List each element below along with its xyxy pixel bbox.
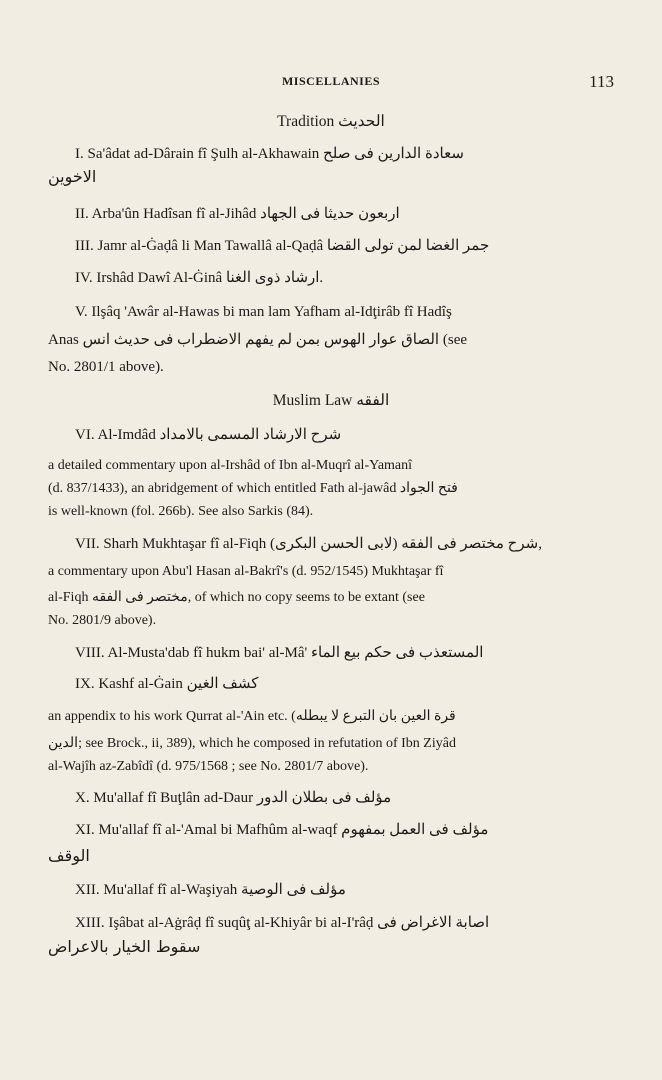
running-head-title: MISCELLANIES [281,74,381,88]
entry-ii: II. Arba'ûn Hadîsan fî al-Jihâd اربعون حديثا فى الجهاد [75,206,400,222]
entry-vii-line-4: No. 2801/9 above). [48,613,157,628]
entry-i-continuation: الاخوين [48,167,97,186]
entry-xi-continuation: الوقف [48,846,90,865]
page-number: 113 [589,72,614,91]
entry-v-line-2: Anas الصاق عوار الهوس بمن لم يفهم الاضطراب فى حديث انس (see [48,332,468,348]
entry-viii: VIII. Al-Musta'dab fî hukm bai' al-Mâ' المستعذب فى حكم بيع الماء [75,645,484,661]
entry-ix-line-2: an appendix to his work Qurrat al-'Ain etc. (قرة العين بان التبرع لا يبطله [48,709,456,724]
entry-ix-line-4: al-Wajîh az-Zabîdî (d. 975/1568 ; see No. 2801/7 above). [48,759,369,774]
entry-ix-line-3: الدين; see Brock., ii, 389), which he composed in refutation of Ibn Ziyâd [48,736,456,751]
entry-vii-line-3: al-Fiqh مختصر فى الفقه, of which no copy seems to be extant (see [48,590,425,605]
entry-v-line-3: No. 2801/1 above). [48,359,164,375]
running-head [48,72,614,92]
entry-xiii: XIII. Işâbat al-Aġrâḍ fî suqûţ al-Khiyâr bi al-I'râḍ اصابة الاغراض فى [75,915,490,931]
entry-ix: IX. Kashf al-Ġain كشف الغين [75,676,259,692]
entry-iv: IV. Irshâd Dawî Al-Ġinâ ارشاد ذوى الغنا. [75,270,324,286]
section-heading-muslim-law: Muslim Law الفقه [272,392,390,409]
entry-vi-line-3: (d. 837/1433), an abridgement of which entitled Fath al-jawâd فتح الجواد [48,481,458,496]
entry-v: V. Ilşâq 'Awâr al-Hawas bi man lam Yafham al-Idţirâb fî Hadîş [75,304,452,320]
entry-xiii-continuation: سقوط الخيار بالاعراض [48,937,201,956]
entry-xii: XII. Mu'allaf fî al-Waşiyah مؤلف فى الوصية [75,882,346,898]
section-heading-tradition: Tradition الحديث [277,113,385,130]
entry-vi-line-4: is well-known (fol. 266b). See also Sarkis (84). [48,504,314,519]
entry-xi: XI. Mu'allaf fî al-'Amal bi Mafhûm al-waqf مؤلف فى العمل بمفهوم [75,822,489,838]
entry-vii-line-2: a commentary upon Abu'l Hasan al-Bakrî's (d. 952/1545) Mukhtaşar fî [48,564,444,579]
entry-vi: VI. Al-Imdâd شرح الارشاد المسمى بالامداد [75,427,342,443]
entry-i: I. Sa'âdat ad-Dârain fî Şulh al-Akhawain سعادة الدارين فى صلح [75,146,464,162]
entry-vii: VII. Sharh Mukhtaşar fî al-Fiqh (لابى الحسن البكرى) شرح مختصر فى الفقه, [75,536,542,552]
entry-iii: III. Jamr al-Ġaḍâ li Man Tawallâ al-Qaḍâ جمر الغضا لمن تولى القضا [75,238,490,254]
entry-x: X. Mu'allaf fî Buţlân ad-Daur مؤلف فى بطلان الدور [75,790,392,806]
entry-vi-line-2: a detailed commentary upon al-Irshâd of Ibn al-Muqrî al-Yamanî [48,458,413,473]
